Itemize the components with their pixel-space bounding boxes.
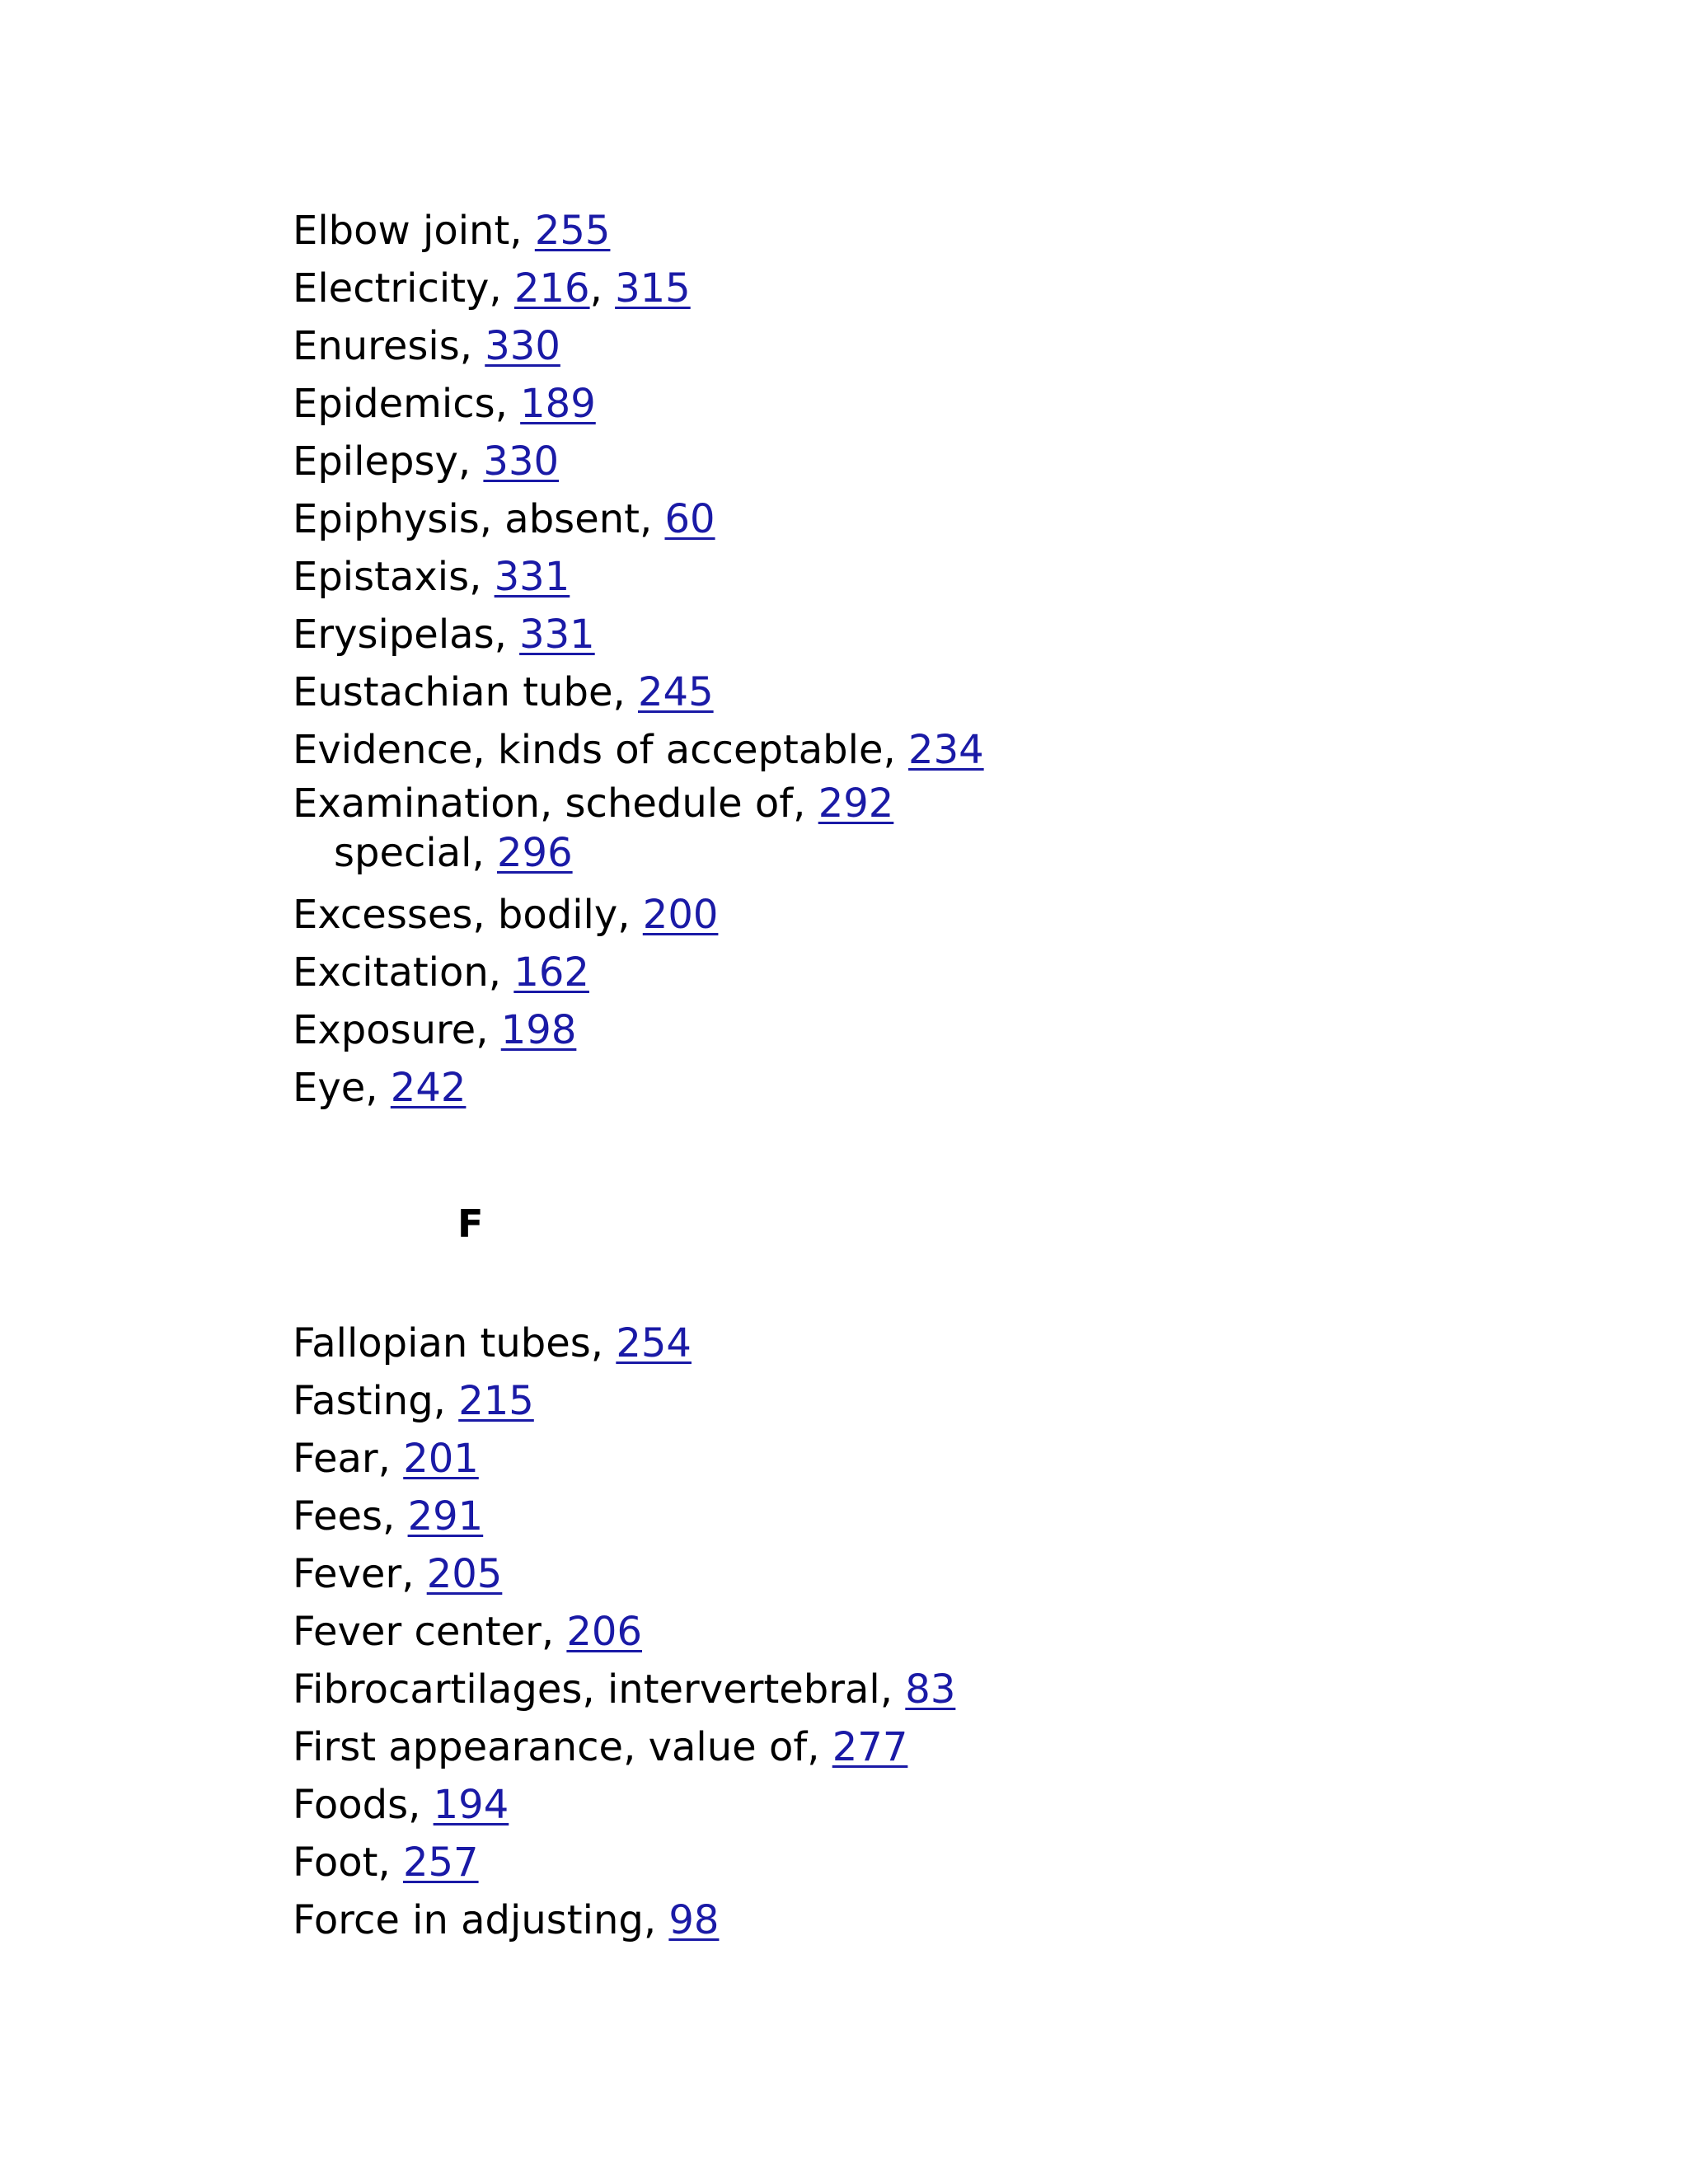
- index-term: Excitation,: [293, 949, 514, 996]
- index-entry: [293, 1834, 1529, 1891]
- page-link[interactable]: 242: [390, 1065, 467, 1111]
- page-link[interactable]: 189: [520, 381, 596, 427]
- index-entry: [293, 490, 1529, 548]
- index-term: Epistaxis,: [293, 554, 495, 600]
- index-term: Fallopian tubes,: [293, 1320, 617, 1366]
- index-term: Eustachian tube,: [293, 669, 638, 715]
- index-entry: [293, 1603, 1529, 1661]
- index-entry: [293, 202, 1529, 260]
- index-page: [293, 202, 1529, 1949]
- index-term: Evidence, kinds of acceptable,: [293, 727, 909, 773]
- index-term: Force in adjusting,: [293, 1897, 669, 1943]
- index-term: Electricity,: [293, 265, 514, 312]
- index-entry: [293, 721, 1529, 779]
- index-term: Fees,: [293, 1493, 408, 1540]
- page-link[interactable]: 162: [513, 949, 589, 996]
- index-entry: [293, 1059, 1529, 1117]
- index-entry: [293, 663, 1529, 721]
- index-term: Fibrocartilages, intervertebral,: [293, 1666, 906, 1713]
- page-link[interactable]: 315: [615, 265, 691, 312]
- index-subentry: [293, 828, 1529, 886]
- page-link[interactable]: 200: [642, 892, 719, 938]
- page-separator: ,: [589, 265, 616, 312]
- index-term: Fever,: [293, 1551, 427, 1597]
- index-entry: [293, 1661, 1529, 1718]
- page-link[interactable]: 277: [832, 1724, 908, 1770]
- index-term: First appearance, value of,: [293, 1724, 832, 1770]
- index-term: Erysipelas,: [293, 612, 520, 658]
- index-entry: [293, 260, 1529, 317]
- index-term: Excesses, bodily,: [293, 892, 643, 938]
- page-link[interactable]: 255: [534, 208, 611, 254]
- index-term: Fasting,: [293, 1378, 459, 1424]
- index-term: Foot,: [293, 1840, 403, 1886]
- index-entry: [293, 548, 1529, 606]
- index-entry: [293, 433, 1529, 490]
- page-link[interactable]: 206: [566, 1609, 643, 1655]
- page-link[interactable]: 194: [433, 1782, 509, 1828]
- index-term: Fear,: [293, 1436, 404, 1482]
- page-link[interactable]: 83: [905, 1666, 956, 1713]
- index-entry: [293, 1545, 1529, 1603]
- page-link[interactable]: 234: [908, 727, 984, 773]
- index-term: Exposure,: [293, 1007, 501, 1053]
- index-term: Fever center,: [293, 1609, 567, 1655]
- page-link[interactable]: 198: [500, 1007, 577, 1053]
- index-entry: [293, 1718, 1529, 1776]
- index-entry: [293, 1430, 1529, 1488]
- page-link[interactable]: 216: [513, 265, 590, 312]
- page-link[interactable]: 331: [494, 554, 570, 600]
- index-entry: [293, 1372, 1529, 1430]
- page-link[interactable]: 291: [407, 1493, 484, 1540]
- page-link[interactable]: 205: [426, 1551, 503, 1597]
- page-link[interactable]: 215: [458, 1378, 534, 1424]
- index-entry: [293, 1315, 1529, 1372]
- index-term: Eye,: [293, 1065, 391, 1111]
- index-entry: [293, 779, 1529, 828]
- index-term: Epiphysis, absent,: [293, 496, 665, 542]
- index-term: Elbow joint,: [293, 208, 535, 254]
- index-entry: [293, 886, 1529, 944]
- page-link[interactable]: 254: [616, 1320, 692, 1366]
- page-link[interactable]: 330: [485, 323, 560, 369]
- page-link[interactable]: 201: [403, 1436, 479, 1482]
- index-term: Epilepsy,: [293, 438, 484, 485]
- page-link[interactable]: 60: [664, 496, 715, 542]
- index-entry: [293, 1488, 1529, 1545]
- index-entry: [293, 606, 1529, 663]
- index-term: Foods,: [293, 1782, 434, 1828]
- section-letter-heading: F: [457, 1202, 484, 1246]
- page-link[interactable]: 330: [483, 438, 560, 485]
- page-link[interactable]: 245: [638, 669, 714, 715]
- index-entry: [293, 317, 1529, 375]
- index-entry: [293, 375, 1529, 433]
- index-entry: [293, 1776, 1529, 1834]
- page-link[interactable]: 292: [818, 780, 894, 827]
- index-entry: [293, 944, 1529, 1001]
- index-term: Enuresis,: [293, 323, 485, 369]
- index-entry: [293, 1891, 1529, 1949]
- index-term: Epidemics,: [293, 381, 521, 427]
- page-link[interactable]: 296: [497, 830, 573, 876]
- index-term: Examination, schedule of,: [293, 780, 818, 827]
- page-link[interactable]: 257: [402, 1840, 479, 1886]
- index-subterm: special,: [334, 830, 497, 876]
- page-link[interactable]: 98: [668, 1897, 720, 1943]
- page-link[interactable]: 331: [519, 612, 595, 658]
- index-entry: [293, 1001, 1529, 1059]
